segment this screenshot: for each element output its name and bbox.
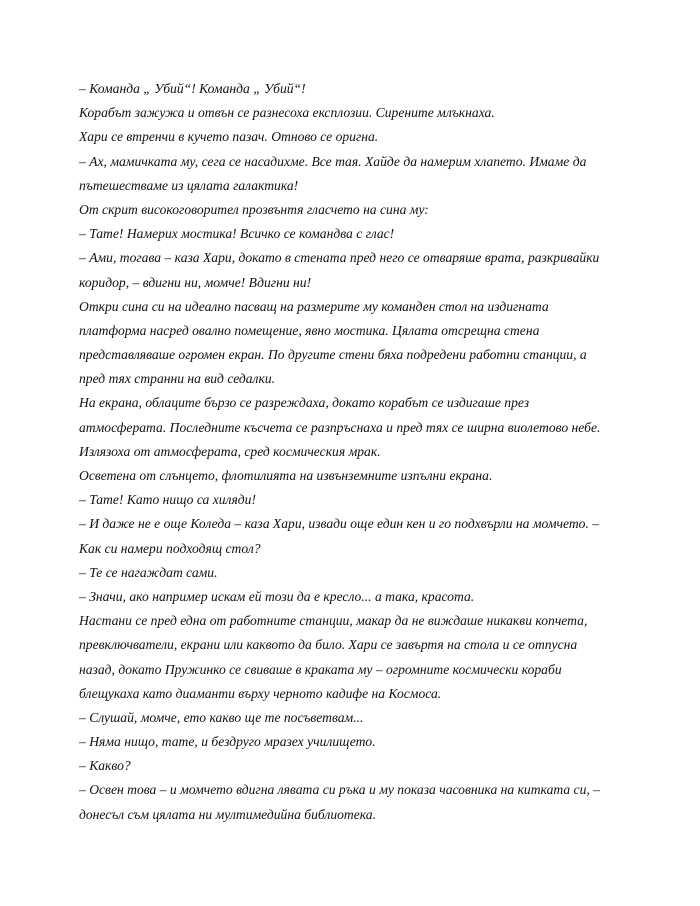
body-text (79, 77, 639, 827)
text-line: Осветена от слънцето, флотилията на извънземните изпълни екрана. (79, 468, 493, 483)
text-line: – Ах, мамичката му, сега се насадихме. Все тая. Хайде да намерим хлапето. Имаме да (79, 153, 587, 169)
text-line: пътешестваме из цялата галактика! (79, 177, 299, 193)
text-line: блещукаха като диаманти върху черното кадифе на Космоса. (79, 685, 442, 701)
text-line: платформа насред овално помещение, явно мостика. Цялата отсрещна стена (79, 322, 540, 338)
text-line: донесъл съм цялата ни мултимедийна библиотека. (79, 806, 376, 822)
text-line: Излязоха от атмосферата, сред космическия мрак. (79, 443, 381, 459)
text-line: представляваше огромен екран. По другите стени бяха подредени работни станции, а (79, 347, 587, 363)
text-line: коридор, – вдигни ни, момче! Вдигни ни! (79, 274, 312, 290)
text-line: превключватели, екрани или каквото да било. Хари се завъртя на стола и се отпусна (79, 637, 578, 653)
text-line: Корабът зажужа и отвън се разнесоха експлозии. Сирените млъкнаха. (79, 105, 495, 121)
text-line: Настани се пред една от работните станции, макар да не виждаше никакви копчета, (79, 613, 588, 629)
text-line: пред тях странни на вид седалки. (79, 371, 276, 387)
text-line: От скрит високоговорител прозвънтя гласчето на сина му: (79, 201, 429, 217)
text-line: – Тате! Намерих мостика! Всичко се командва с глас! (79, 226, 395, 242)
text-line: – Слушай, момче, ето какво ще те посъветвам... (79, 709, 364, 725)
text-line: – Значи, ако например искам ей този да е кресло... а така, красота. (79, 588, 475, 604)
text-line: Как си намери подходящ стол? (79, 540, 261, 556)
text-line: – Няма нищо, тате, и бездруго мразех училището. (79, 734, 376, 750)
text-line: – Ами, тогава – каза Хари, докато в стената пред него се отваряше врата, разкривайки (79, 250, 600, 266)
text-line: – Тате! Като нищо са хиляди! (79, 492, 256, 508)
text-line: Откри сина си на идеално пасващ на размерите му команден стол на издигната (79, 298, 549, 314)
text-line: – Те се нагаждат сами. (79, 564, 218, 580)
text-line: – Какво? (79, 758, 131, 774)
text-line: – Команда „ Убий“! Команда „ Убий“! (79, 81, 306, 96)
text-line: назад, докато Пружинко се свиваше в краката му – огромните космически кораби (79, 661, 562, 677)
text-line: – И даже не е още Коледа – каза Хари, извади още един кен и го подхвърли на момчето. – (79, 516, 600, 532)
text-line: атмосферата. Последните късчета се разпръснаха и пред тях се ширна виолетово небе. (79, 419, 601, 435)
text-line: На екрана, облаците бързо се разреждаха, докато корабът се издигаше през (79, 395, 530, 411)
text-line: – Освен това – и момчето вдигна лявата си ръка и му показа часовника на китката си, – (79, 782, 600, 798)
text-line: Хари се втренчи в кучето пазач. Отново се оригна. (79, 129, 379, 145)
